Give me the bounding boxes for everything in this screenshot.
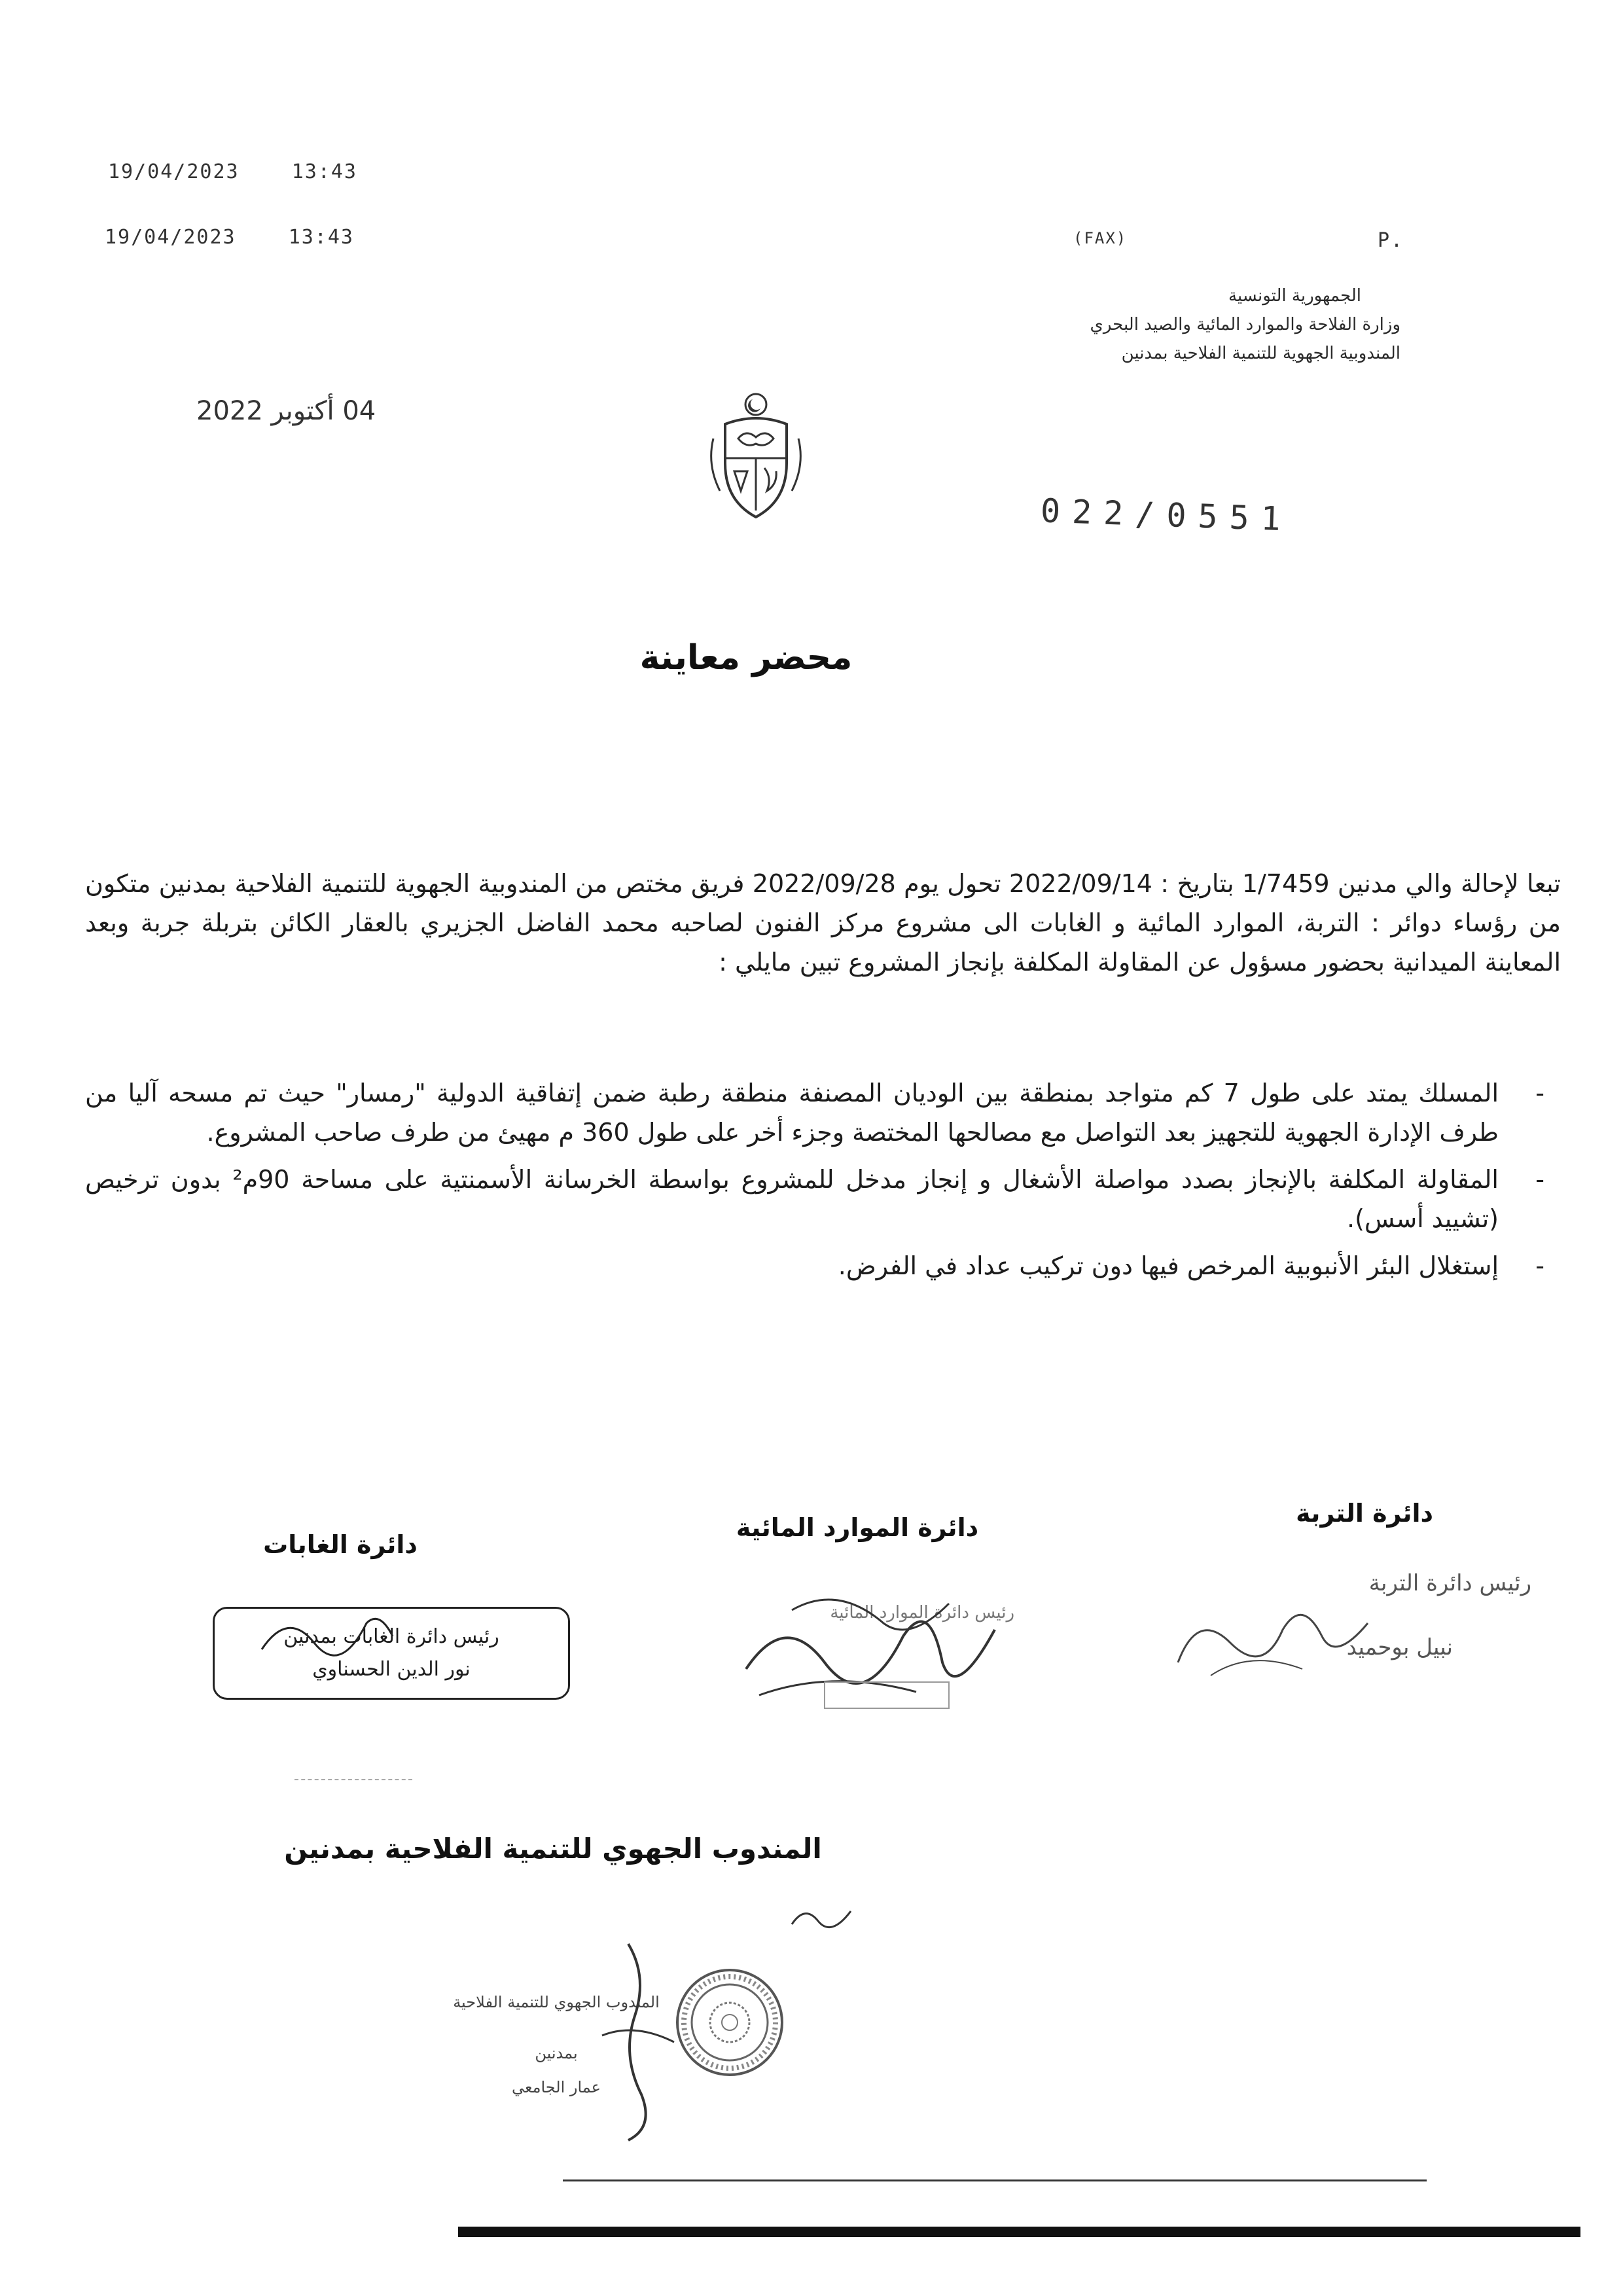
fax-page: P. bbox=[1378, 229, 1404, 252]
list-marker: - bbox=[1535, 1251, 1544, 1280]
delegate-title: المندوب الجهوي للتنمية الفلاحية بمدنين bbox=[284, 1833, 822, 1865]
fax-time: 13:43 bbox=[291, 160, 357, 183]
fax-header-line-1 bbox=[108, 160, 357, 183]
soil-signatory-title: رئيس دائرة التربة bbox=[1368, 1570, 1531, 1596]
forests-stamp-name: نور الدين الحسناوي bbox=[312, 1658, 471, 1681]
official-seal-icon bbox=[674, 1967, 785, 2081]
delegate-stamp-line-1: المندوب الجهوي للتنمية الفلاحية bbox=[453, 1993, 660, 2011]
delegate-stamp-line-2: بمدنين bbox=[535, 2044, 578, 2062]
body-paragraph: تبعا لإحالة والي مدنين 1/7459 بتاريخ : 2022/09/14 تحول يوم 2022/09/28 فريق مختص من المندوبية الجهوية للتنمية الفلاحية بمدنين متكون من رؤساء دوائر : التربة، الموارد المائية و الغابات الى مشروع مركز الفنون لصاحبه محمد الفاضل الجزيري بالعقار الكائن بتربلة جربة وبعد المعاينة الميدانية بحضور مسؤول عن المقاولة المكلفة بإنجاز المشروع تبين مايلي : bbox=[85, 869, 1561, 977]
dept-soil-heading: دائرة التربة bbox=[1296, 1499, 1433, 1528]
letterhead-ministry: وزارة الفلاحة والموارد المائية والصيد البحري bbox=[1090, 315, 1400, 334]
fax-date: 19/04/2023 bbox=[108, 160, 240, 183]
finding-text: إستغلال البئر الأنبوبية المرخص فيها دون تركيب عداد في الفرض. bbox=[838, 1251, 1499, 1280]
finding-text: المسلك يمتد على طول 7 كم متواجد بمنطقة بين الوديان المصنفة منطقة رطبة ضمن إتفاقية الدولية "رمسار" حيث تم مسحه آليا من طرف الإدارة الجهوية للتجهيز بعد التواصل مع مصالحها المختصة وجزء أخر على طول 360 م مهيئ من طرف صاحب المشروع. bbox=[85, 1079, 1499, 1147]
forests-signature-icon bbox=[255, 1597, 399, 1672]
dept-forests-heading: دائرة الغابات bbox=[263, 1530, 418, 1559]
footer-rule-thick bbox=[458, 2227, 1580, 2237]
delegate-signature-icon bbox=[785, 1898, 864, 1940]
letterhead-delegation: المندوبية الجهوية للتنمية الفلاحية بمدنين bbox=[1121, 344, 1400, 363]
fax-time: 13:43 bbox=[288, 226, 354, 249]
letterhead-republic: الجمهورية التونسية bbox=[1228, 286, 1361, 306]
list-marker: - bbox=[1535, 1079, 1544, 1107]
findings-list bbox=[85, 1073, 1544, 1293]
footer-rule-thin bbox=[563, 2179, 1427, 2181]
water-signatory-title: رئيس دائرة الموارد المائية bbox=[830, 1603, 1014, 1623]
coat-of-arms-icon bbox=[707, 386, 805, 524]
list-marker: - bbox=[1535, 1165, 1544, 1194]
letterhead bbox=[903, 281, 1400, 368]
fax-header-line-2 bbox=[105, 226, 1414, 249]
soil-signature-icon bbox=[1171, 1584, 1387, 1691]
water-signature-icon bbox=[733, 1571, 1021, 1724]
list-item bbox=[85, 1246, 1544, 1285]
delegate-stamp-name: عمار الجامعي bbox=[512, 2078, 601, 2096]
reference-number: 022/0551 bbox=[1040, 492, 1293, 539]
dept-water-heading: دائرة الموارد المائية bbox=[736, 1513, 979, 1542]
list-item bbox=[85, 1073, 1544, 1152]
document-date: 04 أكتوبر 2022 bbox=[196, 396, 376, 426]
page-title: محضر معاينة bbox=[639, 638, 853, 677]
finding-text: المقاولة المكلفة بالإنجاز بصدد مواصلة الأشغال و إنجاز مدخل للمشروع بواسطة الخرسانة الأسمنتية على مساحة 90م² بدون ترخيص (تشييد أسس). bbox=[85, 1165, 1499, 1233]
fax-mode: (FAX) bbox=[1073, 229, 1128, 247]
soil-signatory-name: نبيل بوحميد bbox=[1346, 1634, 1453, 1660]
divider bbox=[294, 1779, 412, 1780]
list-item bbox=[85, 1160, 1544, 1238]
fax-date: 19/04/2023 bbox=[105, 226, 236, 249]
forests-stamp-title: رئيس دائرة الغابات بمدنين bbox=[283, 1625, 499, 1648]
